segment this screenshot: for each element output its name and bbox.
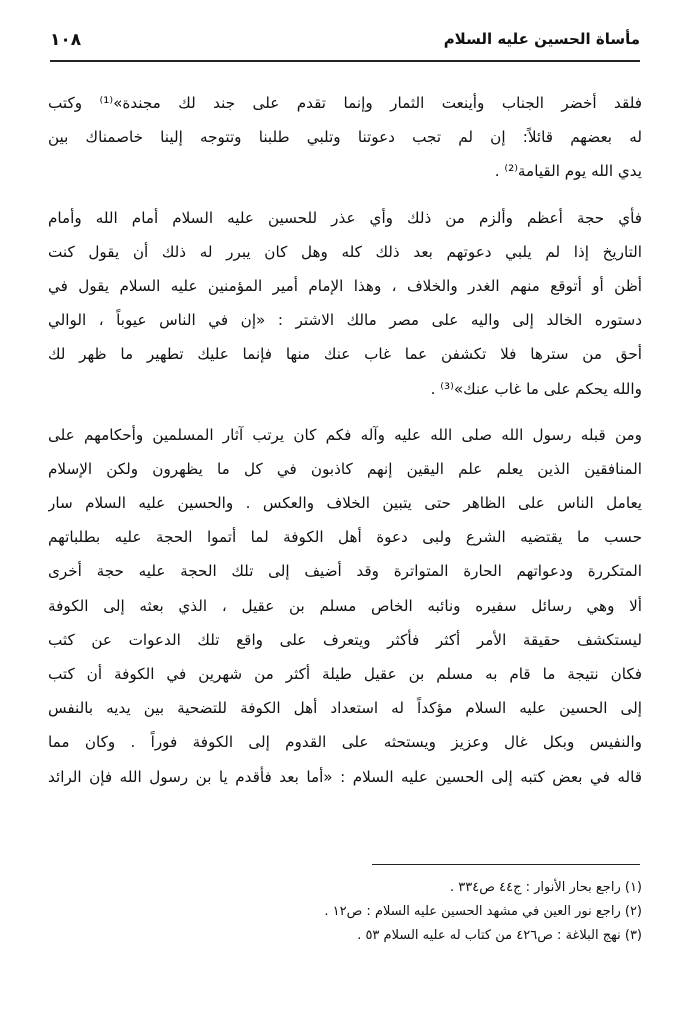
text-line: قاله في بعض كتبه إلى الحسين عليه السلام : «أما بعد فأقدم يا بن رسول الله فإن الرائد bbox=[48, 767, 642, 786]
footnote-1: (١) راجع بحار الأنوار : ج٤٤ ص٣٣٤ . bbox=[450, 880, 642, 895]
text-line: ليستكشف حقيقة الأمر أكثر فأكثر ويتعرف على واقع تلك الدعوات عن كثب bbox=[48, 630, 642, 649]
text-line: دستوره الخالد إلى واليه على مصر مالك الاشتر : «إن في الناس عيوباً ، الوالي bbox=[48, 311, 642, 330]
text-line: والله يحكم على ما غاب عنك»⁽³⁾ . bbox=[430, 379, 642, 398]
running-title: مأساة الحسين عليه السلام bbox=[443, 30, 640, 48]
text-line: له بعضهم قائلاً: إن لم تجب دعوتنا وتلبي طلبنا وتتوجه إلينا خاصمناك بين bbox=[48, 128, 642, 147]
paragraph-gap bbox=[48, 189, 642, 201]
text-line: فأي حجة أعظم وألزم من ذلك وأي عذر للحسين عليه السلام أمام الله وأمام bbox=[48, 208, 642, 227]
text-line: ألا وهي رسائل سفيره ونائبه الخاص مسلم بن عقيل ، الذي بعثه إلى الكوفة bbox=[48, 596, 642, 615]
text-line: فلقد أخضر الجناب وأينعت الثمار وإنما تقدم على جند لك مجندة»⁽¹⁾ وكتب bbox=[48, 94, 642, 112]
text-line: المنافقين الذين يعلم علم اليقين إنهم كاذبون في كل ما يظهرون ولكن الإسلام bbox=[48, 459, 642, 478]
footnote-rule bbox=[372, 864, 640, 865]
page-header bbox=[50, 30, 640, 56]
footnote-2: (٢) راجع نور العين في مشهد الحسين عليه السلام : ص١٢ . bbox=[324, 904, 642, 919]
header-rule bbox=[50, 60, 640, 62]
text-line: أظن أو أتوقع منهم الغدر والخلاف ، وهذا الإمام أمير المؤمنين عليه السلام يقول في bbox=[48, 276, 642, 295]
text-line: أحق من سترها فلا تكشفن عما غاب عنك منها فإنما عليك تطهير ما ظهر لك bbox=[48, 345, 642, 364]
text-line: التاريخ إذا لم يلبي دعوتهم بعد ذلك كله وهل كان يبرر له ذلك أن يقول كنت bbox=[48, 242, 642, 261]
text-line: حسب ما يقتضيه الشرع ولبى دعوة أهل الكوفة لما أتموا الحجة عليه بطلباتهم bbox=[48, 528, 642, 547]
paragraph-gap bbox=[48, 406, 642, 418]
text-line: ومن قبله رسول الله صلى الله عليه وآله فكم كان يرتب آثار المسلمين وأحكامهم على bbox=[48, 425, 642, 444]
paragraph-1 bbox=[48, 86, 642, 189]
text-line: المتكررة ودعواتهم الحارة المتواترة وقد أضيف إلى تلك الحجة عليه حجة أخرى bbox=[48, 562, 642, 581]
text-line: يعامل الناس على الظاهر حتى يتبين الخلاف والعكس . والحسين عليه السلام سار bbox=[48, 494, 642, 513]
text-line: والنفيس وبكل غال وعزيز ويستحثه على القدوم إلى الكوفة فوراً . وكان مما bbox=[48, 733, 642, 752]
text-line: إلى الحسين عليه السلام مؤكداً له استعداد أهل الكوفة للتضحية بين يديه بالنفس bbox=[48, 699, 642, 718]
paragraph-2 bbox=[48, 201, 642, 406]
paragraph-3 bbox=[48, 418, 642, 794]
footnote-3: (٣) نهج البلاغة : ص٤٢٦ من كتاب له عليه السلام ٥٣ . bbox=[357, 928, 642, 943]
footnotes bbox=[52, 876, 642, 948]
text-line: يدي الله يوم القيامة⁽²⁾ . bbox=[494, 162, 642, 181]
page-number: ١٠٨ bbox=[50, 30, 82, 50]
text-line: فكان نتيجة ما قام به مسلم بن عقيل طيلة أكثر من شهرين في الكوفة أن كتب bbox=[48, 665, 642, 683]
body-text bbox=[48, 86, 642, 794]
